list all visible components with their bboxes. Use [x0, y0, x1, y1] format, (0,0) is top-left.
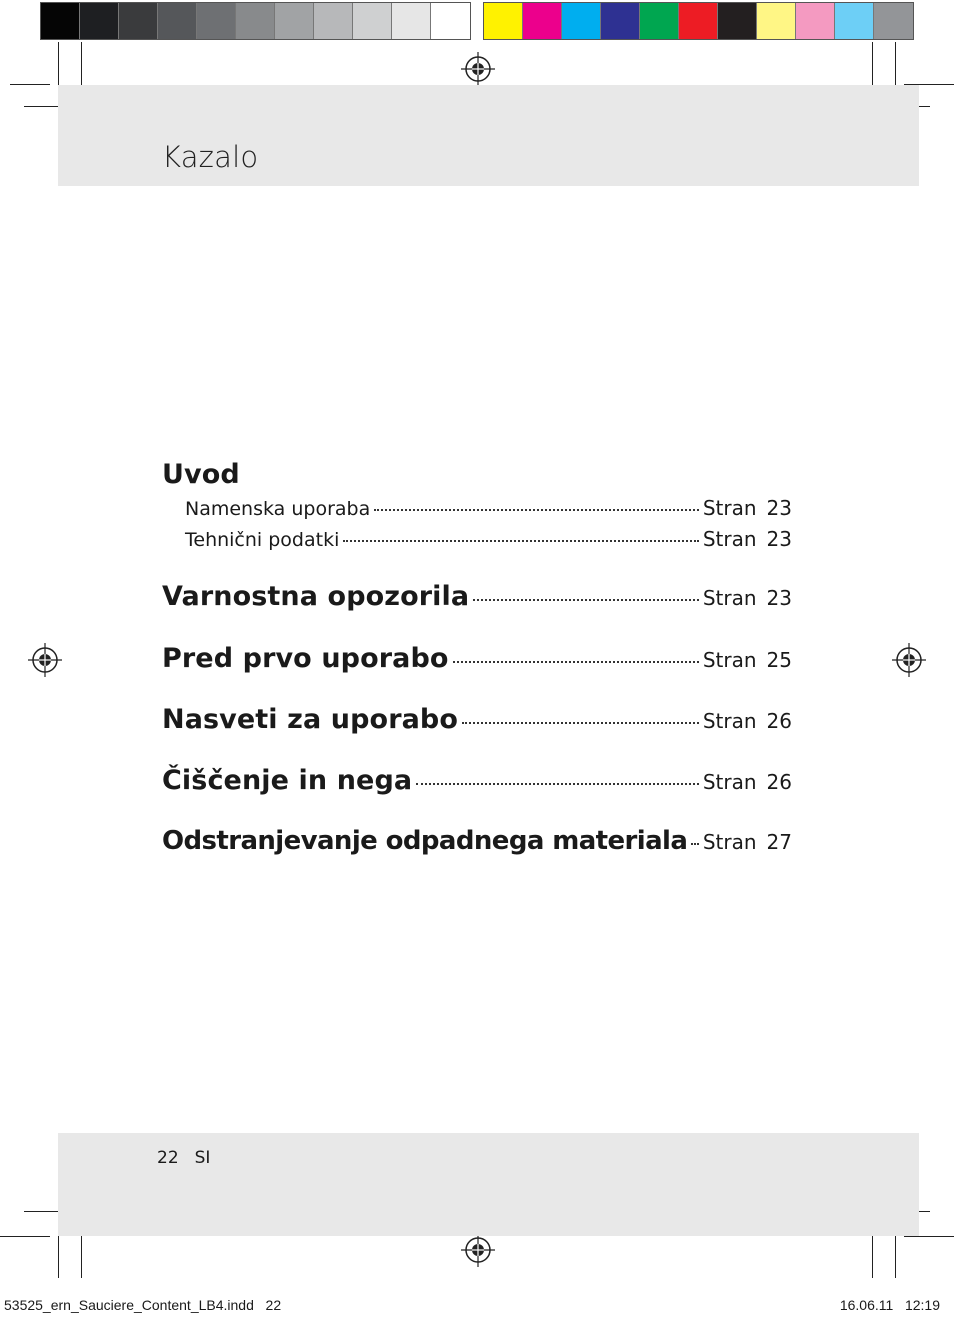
color-swatch: [523, 3, 562, 39]
toc-entry-page: Stran 26: [702, 709, 792, 733]
color-swatch: [392, 3, 431, 39]
leader-dots: [343, 540, 698, 542]
color-swatch: [158, 3, 197, 39]
color-swatch: [601, 3, 640, 39]
slug-filename: 53525_ern_Sauciere_Content_LB4.indd 22: [4, 1297, 282, 1313]
crop-mark: [81, 42, 82, 90]
toc-entry-page: Stran 25: [702, 648, 792, 672]
toc-entry-label: Odstranjevanje odpadnega materiala: [162, 826, 688, 856]
toc-entry-page: Stran 23: [702, 527, 792, 551]
page-footer: [157, 1148, 210, 1168]
toc-entry[interactable]: [162, 826, 792, 856]
leader-dots: [374, 509, 699, 511]
color-swatch: [119, 3, 158, 39]
toc-entry[interactable]: [185, 527, 792, 551]
color-swatch: [197, 3, 236, 39]
language-code: SI: [194, 1148, 211, 1168]
toc-entry[interactable]: [162, 765, 792, 796]
color-swatch: [41, 3, 80, 39]
crop-mark: [10, 84, 50, 85]
toc-entry[interactable]: [162, 581, 792, 612]
registration-mark-icon: [461, 52, 495, 86]
color-swatch: [718, 3, 757, 39]
color-swatch: [236, 3, 275, 39]
color-swatch: [835, 3, 874, 39]
toc-entry-label: Tehnični podatki: [185, 529, 340, 551]
color-swatch: [314, 3, 353, 39]
color-swatch: [757, 3, 796, 39]
registration-mark-icon: [892, 643, 926, 677]
grayscale-color-bar: [40, 2, 471, 40]
leader-dots: [462, 722, 699, 724]
page-title: Kazalo: [162, 140, 259, 174]
color-swatch: [484, 3, 523, 39]
color-swatch: [640, 3, 679, 39]
toc-entry[interactable]: [162, 704, 792, 735]
registration-mark-icon: [28, 643, 62, 677]
crop-mark: [895, 42, 896, 90]
toc-entry-label: Pred prvo uporabo: [162, 643, 449, 674]
toc-entry-label: Varnostna opozorila: [162, 581, 470, 612]
toc-entry[interactable]: [185, 496, 792, 520]
toc-heading-uvod: Uvod: [162, 459, 240, 490]
crop-mark: [872, 42, 873, 90]
leader-dots: [416, 783, 699, 785]
process-color-bar: [483, 2, 914, 40]
leader-dots: [691, 843, 699, 845]
crop-mark: [0, 1236, 50, 1237]
toc-entry-label: Nasveti za uporabo: [162, 704, 459, 735]
color-swatch: [562, 3, 601, 39]
color-swatch: [874, 3, 913, 39]
color-swatch: [679, 3, 718, 39]
leader-dots: [473, 599, 699, 601]
toc-entry-page: Stran 23: [702, 496, 792, 520]
color-swatch: [431, 3, 470, 39]
slug-datetime: 16.06.11 12:19: [839, 1297, 940, 1313]
registration-mark-icon: [461, 1233, 495, 1267]
crop-mark: [58, 42, 59, 90]
toc-entry-label: Namenska uporaba: [185, 498, 371, 520]
color-swatch: [80, 3, 119, 39]
color-swatch: [353, 3, 392, 39]
leader-dots: [453, 661, 699, 663]
toc-entry[interactable]: [162, 643, 792, 674]
toc-entry-label: Čiščenje in nega: [162, 765, 413, 796]
page-number: 22: [157, 1148, 179, 1168]
color-swatch: [275, 3, 314, 39]
crop-mark: [904, 1236, 954, 1237]
toc-entry-page: Stran 26: [702, 770, 792, 794]
color-swatch: [796, 3, 835, 39]
toc-entry-page: Stran 27: [702, 830, 792, 854]
toc-entry-page: Stran 23: [702, 586, 792, 610]
